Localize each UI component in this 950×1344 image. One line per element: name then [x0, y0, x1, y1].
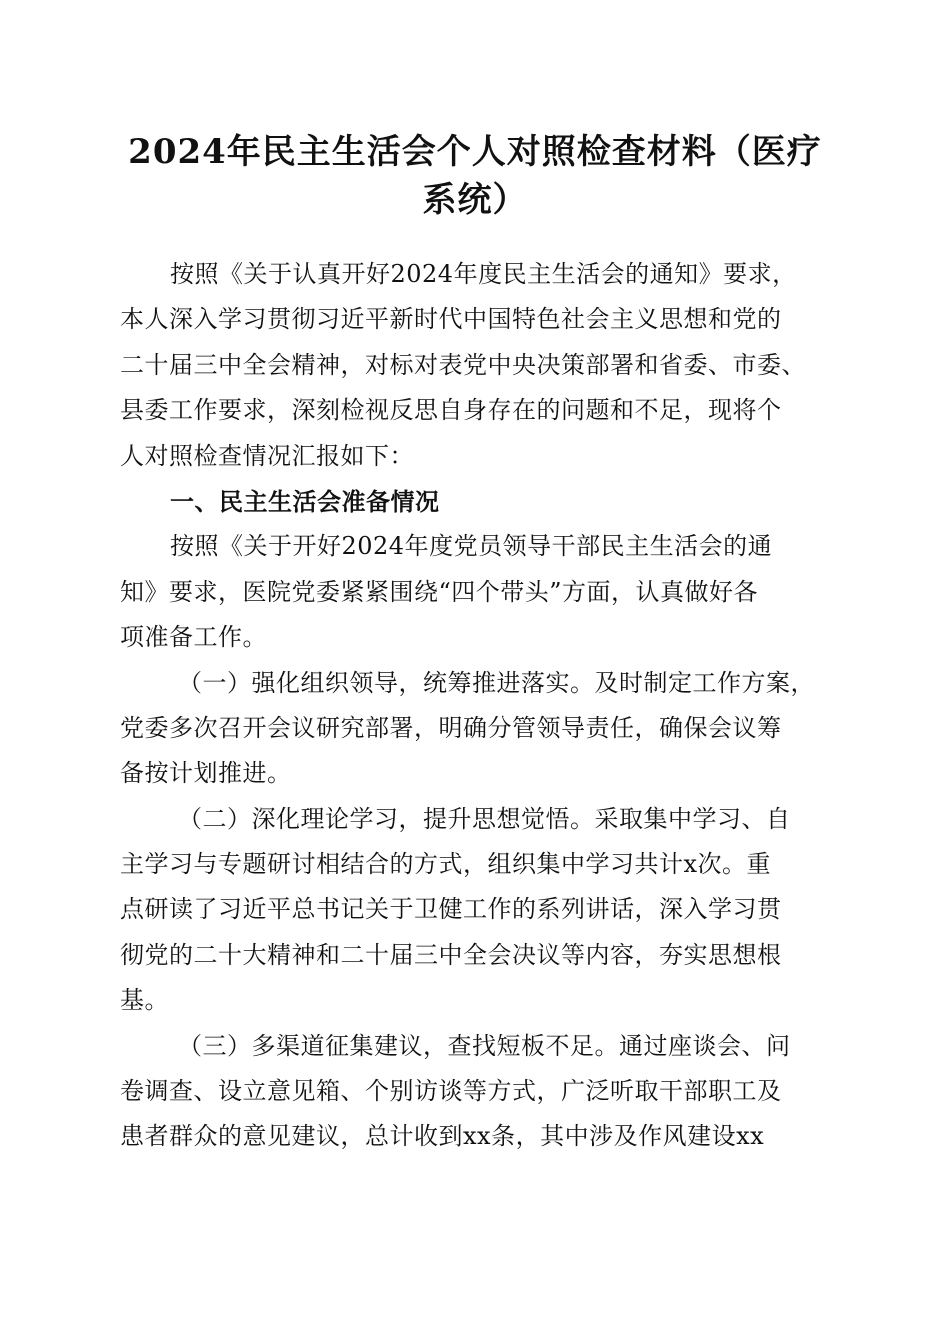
intro-line: 县委工作要求，深刻检视反思自身存在的问题和不足，现将个	[120, 396, 782, 425]
title-line-2: 系统）	[422, 180, 528, 220]
paragraph-line: 知》要求，医院党委紧紧围绕“四个带头”方面，认真做好各	[120, 577, 759, 606]
title-line-1: 2024年民主生活会个人对照检查材料（医疗	[128, 132, 822, 172]
item-line: （二）深化理论学习，提升思想觉悟。采取集中学习、自	[178, 804, 791, 833]
item-line: 党委多次召开会议研究部署，明确分管领导责任，确保会议筹	[120, 713, 782, 742]
item-line: 卷调查、设立意见箱、个别访谈等方式，广泛听取干部职工及	[120, 1077, 782, 1106]
item-line: （一）强化组织领导，统筹推进落实。及时制定工作方案，	[178, 668, 815, 697]
intro-line: 按照《关于认真开好2024年度民主生活会的通知》要求，	[170, 260, 797, 288]
document-body	[120, 252, 850, 1160]
item-line: （三）多渠道征集建议，查找短板不足。通过座谈会、问	[178, 1031, 791, 1060]
document-title	[100, 128, 850, 224]
item-line: 主学习与专题研讨相结合的方式，组织集中学习共计x次。重	[120, 850, 772, 879]
item-line: 点研读了习近平总书记关于卫健工作的系列讲话，深入学习贯	[120, 895, 782, 924]
intro-line: 本人深入学习贯彻习近平新时代中国特色社会主义思想和党的	[120, 305, 782, 334]
item-line: 患者群众的意见建议，总计收到xx条，其中涉及作风建设xx	[120, 1122, 765, 1151]
intro-line: 二十届三中全会精神，对标对表党中央决策部署和省委、市委、	[120, 350, 806, 379]
paragraph-line: 项准备工作。	[120, 623, 267, 652]
item-line: 基。	[120, 986, 169, 1015]
paragraph-line: 按照《关于开好2024年度党员领导干部民主生活会的通	[170, 532, 773, 561]
intro-line: 人对照检查情况汇报如下：	[120, 441, 414, 470]
item-line: 备按计划推进。	[120, 759, 292, 788]
item-line: 彻党的二十大精神和二十届三中全会决议等内容，夯实思想根	[120, 940, 782, 969]
section-heading: 一、民主生活会准备情况	[170, 486, 440, 516]
